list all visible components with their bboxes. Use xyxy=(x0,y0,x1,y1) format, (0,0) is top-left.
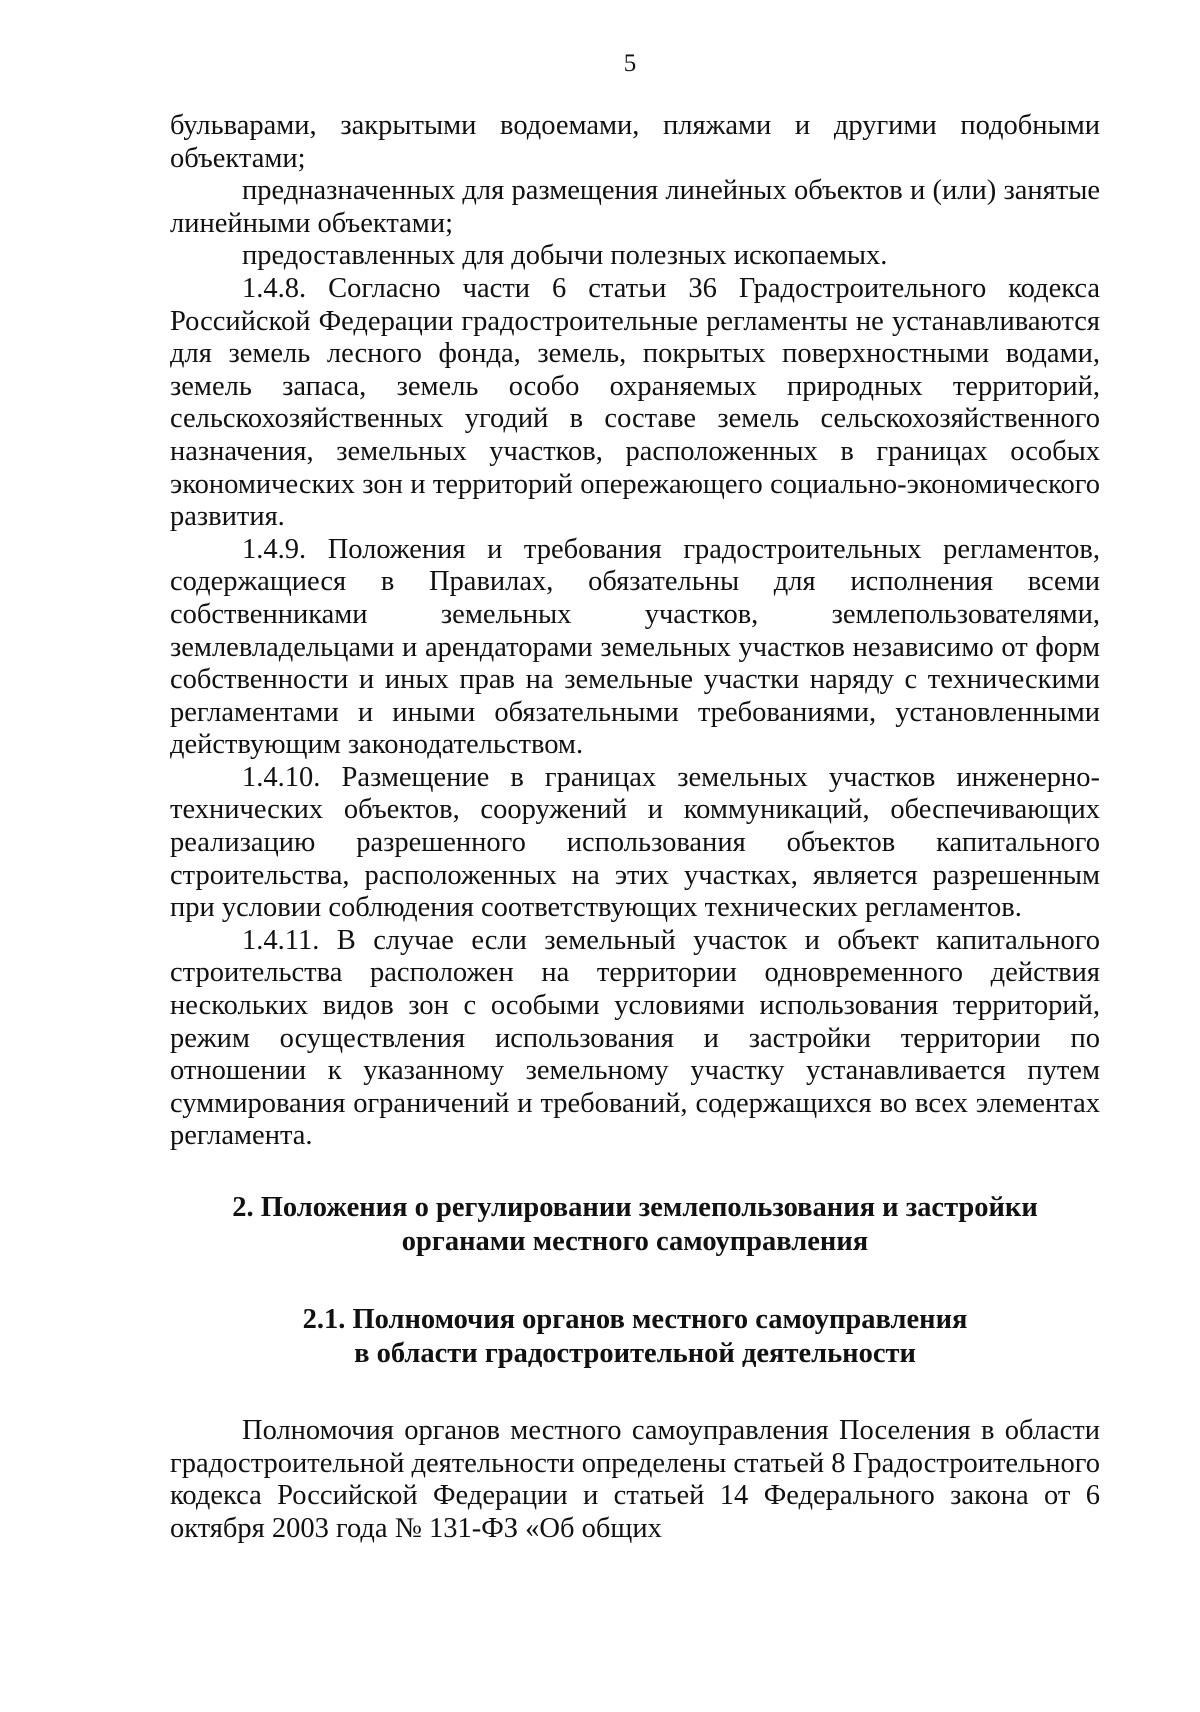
section-heading-line-2: органами местного самоуправления xyxy=(401,1226,869,1257)
paragraph-1-4-11: 1.4.11. В случае если земельный участок и объект капитального строительства расположен на территории одновременного действия нескольких видов зон с особыми условиями использования территорий, режим осуществления использования и застройки территории по отношении к указанному земельному участку устанавливается путем суммирования ограничений и требований, содержащихся во всех элементах регламента. xyxy=(170,924,1100,1152)
paragraph-1-4-10: 1.4.10. Размещение в границах земельных участков инженерно-технических объектов, сооружений и коммуникаций, обеспечивающих реализацию разрешенного использования объектов капитального строительства, расположенных на этих участках, является разрешенным при условии соблюдения соответствующих технических регламентов. xyxy=(170,761,1100,924)
subsection-heading xyxy=(170,1303,1100,1371)
paragraph-2-1-body: Полномочия органов местного самоуправления Поселения в области градостроительной деятельности определены статьей 8 Градостроительного кодекса Российской Федерации и статьей 14 Федерального закона от 6 октября 2003 года № 131-ФЗ «Об общих xyxy=(170,1415,1100,1544)
section-heading xyxy=(170,1191,1100,1259)
paragraph-1: бульварами, закрытыми водоемами, пляжами и другими подобными объектами; xyxy=(170,110,1100,174)
paragraph-2: предназначенных для размещения линейных объектов и (или) занятые линейными объектами; xyxy=(170,175,1100,239)
section-heading-line-1: 2. Положения о регулировании землепользования и застройки xyxy=(232,1192,1038,1223)
subsection-heading-line-1: 2.1. Полномочия органов местного самоуправления xyxy=(302,1304,968,1335)
paragraph-1-4-8: 1.4.8. Согласно части 6 статьи 36 Градостроительного кодекса Российской Федерации градостроительные регламенты не устанавливаются для земель лесного фонда, земель, покрытых поверхностными водами, земель запаса, земель особо охраняемых природных территорий, сельскохозяйственных угодий в составе земель сельскохозяйственного назначения, земельных участков, расположенных в границах особых экономических зон и территорий опережающего социально-экономического развития. xyxy=(170,272,1100,533)
paragraph-3: предоставленных для добычи полезных ископаемых. xyxy=(242,240,888,272)
subsection-heading-line-2: в области градостроительной деятельности xyxy=(354,1338,916,1369)
page-number: 5 xyxy=(623,50,637,77)
paragraph-1-4-9: 1.4.9. Положения и требования градостроительных регламентов, содержащиеся в Правилах, обязательны для исполнения всеми собственниками земельных участков, землепользователями, землевладельцами и арендаторами земельных участков независимо от форм собственности и иных прав на земельные участки наряду с техническими регламентами и иными обязательными требованиями, установленными действующим законодательством. xyxy=(170,533,1100,761)
document-body xyxy=(170,110,1100,1545)
